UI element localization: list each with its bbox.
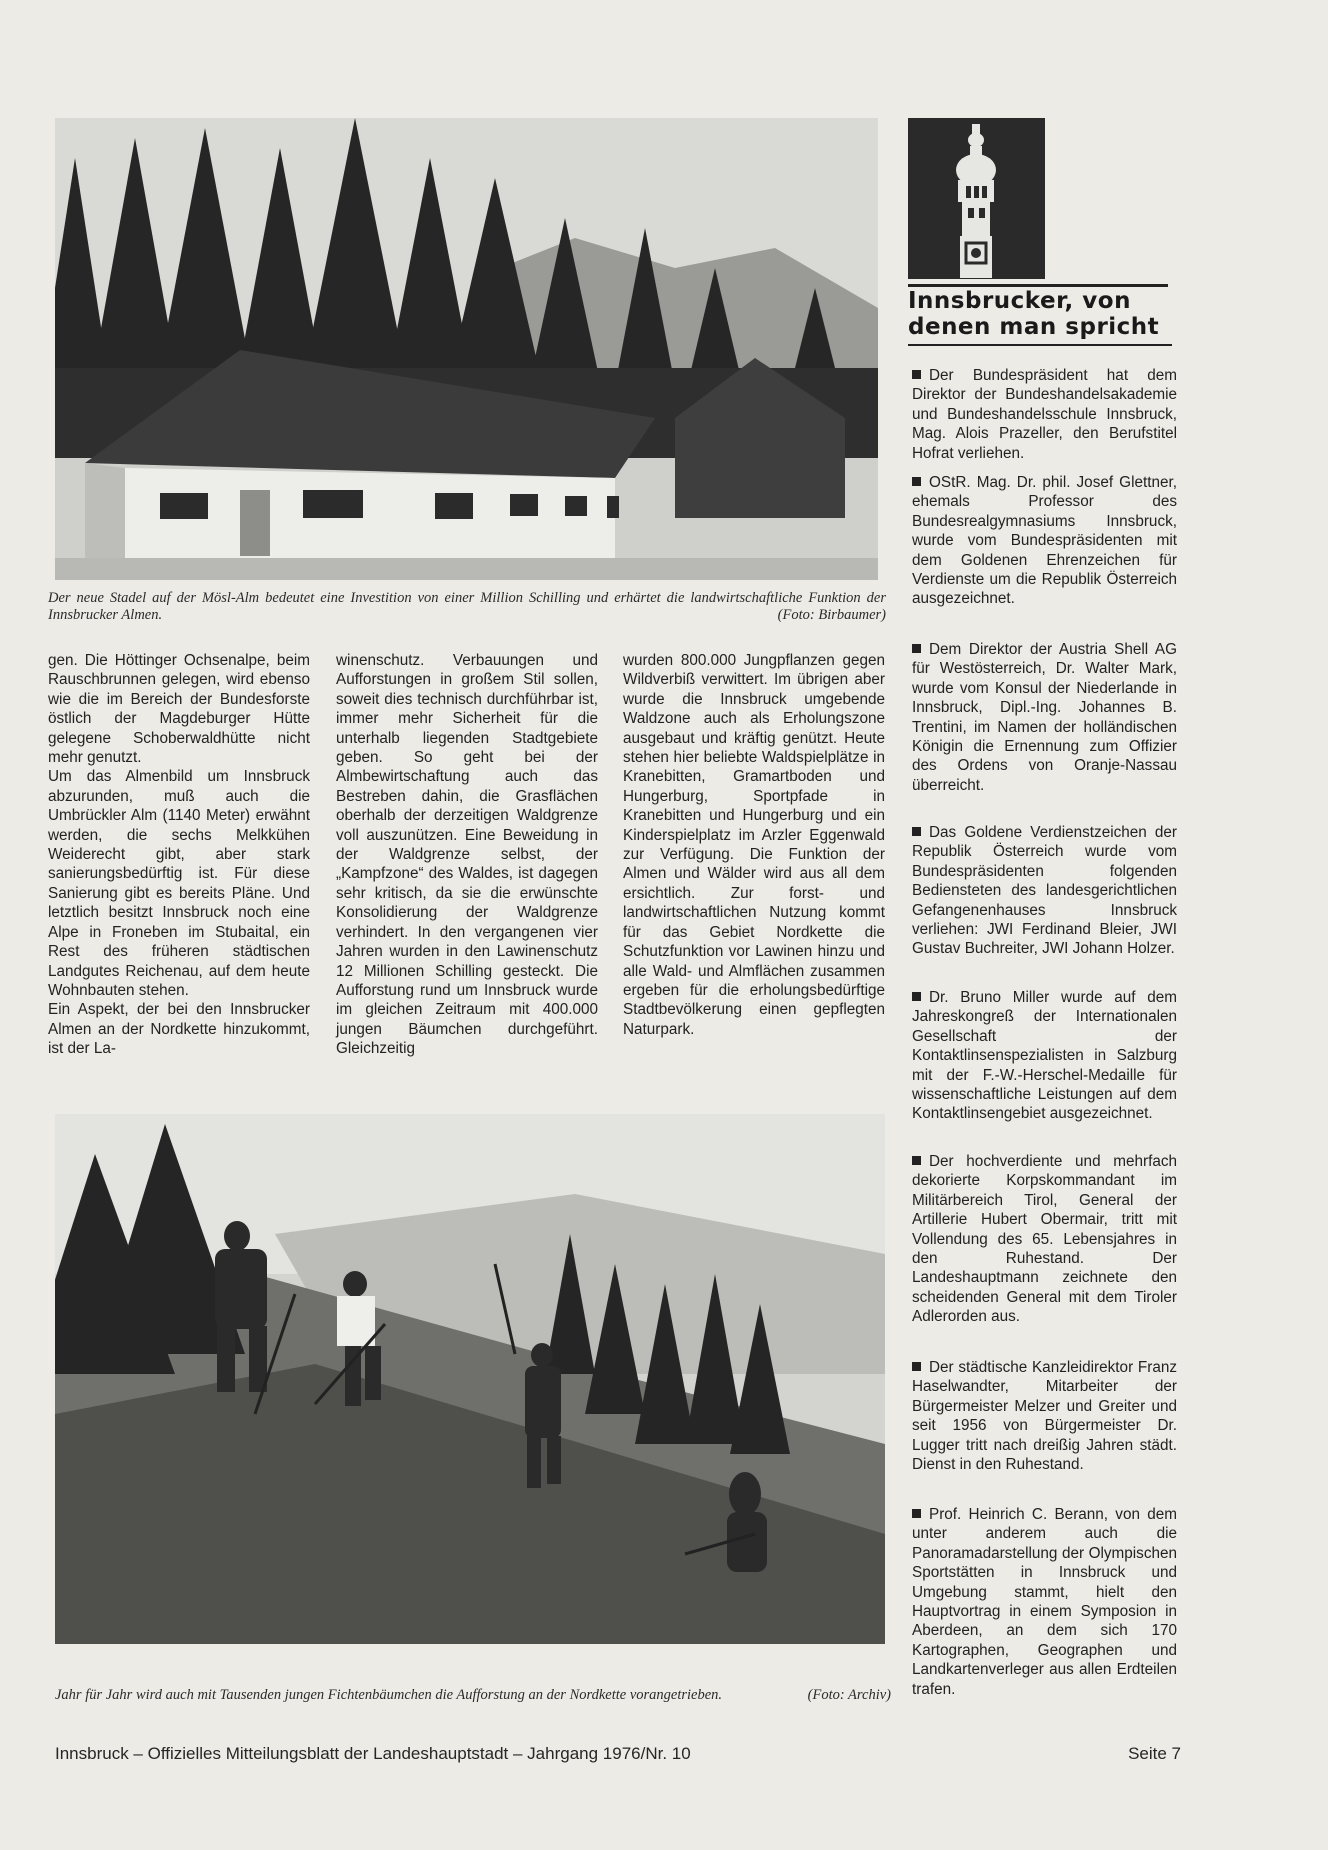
sidebar-news-text: Der Bundespräsident hat dem Direktor der Bundeshandelsakademie und Bundeshandelsschule Innsbruck, Mag. Alois Prazeller, den Berufstitel Hofrat verliehen.: [912, 367, 1177, 462]
sidebar-news-item: [912, 640, 1177, 795]
article-column-3: wurden 800.000 Jungpflanzen gegen Wildverbiß verwittert. Im übrigen aber wurde die Innsbruck umgebende Waldzone auch als Erholungszone ausgebaut und kräftig genützt. Heute stehen hier beliebte Waldspielplätze in Kranebitten, Gramartboden und Hungerburg, Sportpfade in Kranebitten und Hungerburg und ein Kinderspielplatz im Arzler Eggenwald zur Verfügung. Die Funktion der Almen und Wälder wird aus all dem ersichtlich. Zur forst- und landwirtschaftlichen Nutzung kommt für das Gebiet Nordkette die Schutzfunktion vor Lawinen hinzu und alle Wald- und Almflächen zusammen ergeben für die erholungsbedürftige Stadtbevölkerung einen gepflegten Naturpark.: [623, 652, 885, 1038]
photo-moesl-alm-barn: [55, 118, 878, 580]
sidebar-news-text: Dr. Bruno Miller wurde auf dem Jahreskongreß der Internationalen Gesellschaft der Kontaktlinsenspezialisten in Salzburg mit der F.-W.-Herschel-Medaille für wissenschaftliche Leistungen auf dem Kontaktlinsengebiet ausgezeichnet.: [912, 989, 1177, 1123]
square-bullet-icon: [912, 1156, 921, 1165]
photo-reforestation-nordkette: [55, 1114, 885, 1644]
footer-publication-line: Innsbruck – Offizielles Mitteilungsblatt der Landeshauptstadt – Jahrgang 1976/Nr. 10: [55, 1744, 691, 1763]
square-bullet-icon: [912, 644, 921, 653]
sidebar-news-text: Der städtische Kanzleidirektor Franz Haselwandter, Mitarbeiter der Bürgermeister Melzer und Greiter und seit 1956 von Bürgermeister Dr. Lugger tritt nach dreißig Jahren städt. Dienst in den Ruhestand.: [912, 1359, 1177, 1474]
sidebar-news-item: [912, 473, 1177, 609]
square-bullet-icon: [912, 370, 921, 379]
barn-photo-illustration: [55, 118, 878, 580]
square-bullet-icon: [912, 827, 921, 836]
sidebar-news-item: [912, 1358, 1177, 1474]
footer-page-number: Seite 7: [1128, 1744, 1181, 1763]
caption-top-credit: (Foto: Birbaumer): [777, 607, 886, 623]
square-bullet-icon: [912, 477, 921, 486]
caption-top-text: Der neue Stadel auf der Mösl-Alm bedeutet eine Investition von einer Million Schilling und erhärtet die landwirtschaftliche Funktion der Innsbrucker Almen.: [48, 590, 886, 623]
sidebar-title: Innsbrucker, von denen man spricht: [908, 288, 1160, 340]
sidebar-news-text: Der hochverdiente und mehrfach dekorierte Korpskommandant im Militärbereich Tirol, General der Artillerie Hubert Obermair, tritt mit Vollendung des 65. Lebensjahres in den Ruhestand. Der Landeshauptmann zeichnete den scheidenden General mit dem Tiroler Adlerorden aus.: [912, 1153, 1177, 1326]
innsbruck-tower-logo: [908, 118, 1045, 279]
article-column-2: winenschutz. Verbauungen und Aufforstungen in großem Stil sollen, soweit dies technisch durchführbar ist, immer mehr Sicherheit für die unterhalb liegenden Stadtgebiete geben. So geht bei der Almbewirtschaftung auch das Bestreben dahin, die Grasflächen oberhalb der derzeitigen Waldgrenze voll auszunützen. Eine Beweidung in der Waldgrenze selbst, der „Kampfzone“ des Waldes, ist dagegen sehr kritisch, da sie die erwünschte Konsolidierung der Waldgrenze verhindert. In den vergangenen vier Jahren wurden in den Lawinenschutz 12 Millionen Schilling gesteckt. Die Aufforstung rund um Innsbruck wurde im gleichen Zeitraum mit 400.000 jungen Bäumchen durchgeführt. Gleichzeitig: [336, 652, 598, 1058]
caption-bottom-photo: [55, 1687, 891, 1704]
sidebar-title-rule-top: [908, 284, 1168, 287]
sidebar-news-text: Prof. Heinrich C. Berann, von dem unter anderem auch die Panoramadarstellung der Olympischen Sportstätten in Innsbruck und Umgebung stammt, hielt den Hauptvortrag in einem Symposion in Aberdeen, an dem sich 170 Kartographen, Geographen und Landkartenverleger aus allen Erdteilen trafen.: [912, 1506, 1177, 1698]
sidebar-news-item: [912, 988, 1177, 1124]
sidebar-news-text: OStR. Mag. Dr. phil. Josef Glettner, ehemals Professor des Bundesrealgymnasiums Innsbruck, wurde vom Bundespräsidenten mit dem Goldenen Ehrenzeichen für Verdienste um die Republik Österreich ausgezeichnet.: [912, 474, 1177, 608]
caption-top-photo: [48, 590, 886, 624]
caption-bottom-credit: (Foto: Archiv): [807, 1687, 891, 1703]
sidebar-news-item: [912, 366, 1177, 463]
square-bullet-icon: [912, 1362, 921, 1371]
square-bullet-icon: [912, 992, 921, 1001]
article-column-1: gen. Die Höttinger Ochsenalpe, beim Rauschbrunnen gelegen, wird ebenso wie die im Bereich der Bundesforste östlich der Magdeburger Hütte gelegene Schoberwaldhütte nicht mehr genutzt. Um das Almenbild um Innsbruck abzurunden, muß auch die Umbrückler Alm (1140 Meter) erwähnt werden, die sechs Melkkühen Weiderecht gibt, aber stark sanierungsbedürftig ist. Für diese Sanierung gibt es bereits Pläne. Und letztlich besitzt Innsbruck noch eine Alpe in Froneben im Stubaital, ein Rest des früheren städtischen Landgutes Reichenau, auf dem heute Wohnbauten stehen. Ein Aspekt, der bei den Innsbrucker Almen an der Nordkette hinzukommt, ist der La-: [48, 652, 310, 1058]
square-bullet-icon: [912, 1509, 921, 1518]
sidebar-news-text: Das Goldene Verdienstzeichen der Republik Österreich wurde vom Bundespräsidenten folgenden Bediensteten des landesgerichtlichen Gefangenenhauses Innsbruck verliehen: JWI Ferdinand Bleier, JWI Gustav Buchreiter, JWI Johann Holzer.: [912, 824, 1177, 958]
sidebar-news-item: [912, 1505, 1177, 1699]
sidebar-news-item: [912, 823, 1177, 959]
tower-icon: [908, 118, 1045, 279]
sidebar-news-text: Dem Direktor der Austria Shell AG für Westösterreich, Dr. Walter Mark, wurde vom Konsul der Niederlande in Innsbruck, Dipl.-Ing. Johannes B. Trentini, im Namen der holländischen Königin die Ernennung zum Offizier des Ordens von Oranje-Nassau überreicht.: [912, 641, 1177, 794]
sidebar-news-item: [912, 1152, 1177, 1327]
sidebar-title-rule-bottom: [908, 344, 1172, 346]
caption-bottom-text: Jahr für Jahr wird auch mit Tausenden jungen Fichtenbäumchen die Aufforstung an der Nordkette vorangetrieben.: [55, 1687, 723, 1703]
reforestation-photo-illustration: [55, 1114, 885, 1644]
